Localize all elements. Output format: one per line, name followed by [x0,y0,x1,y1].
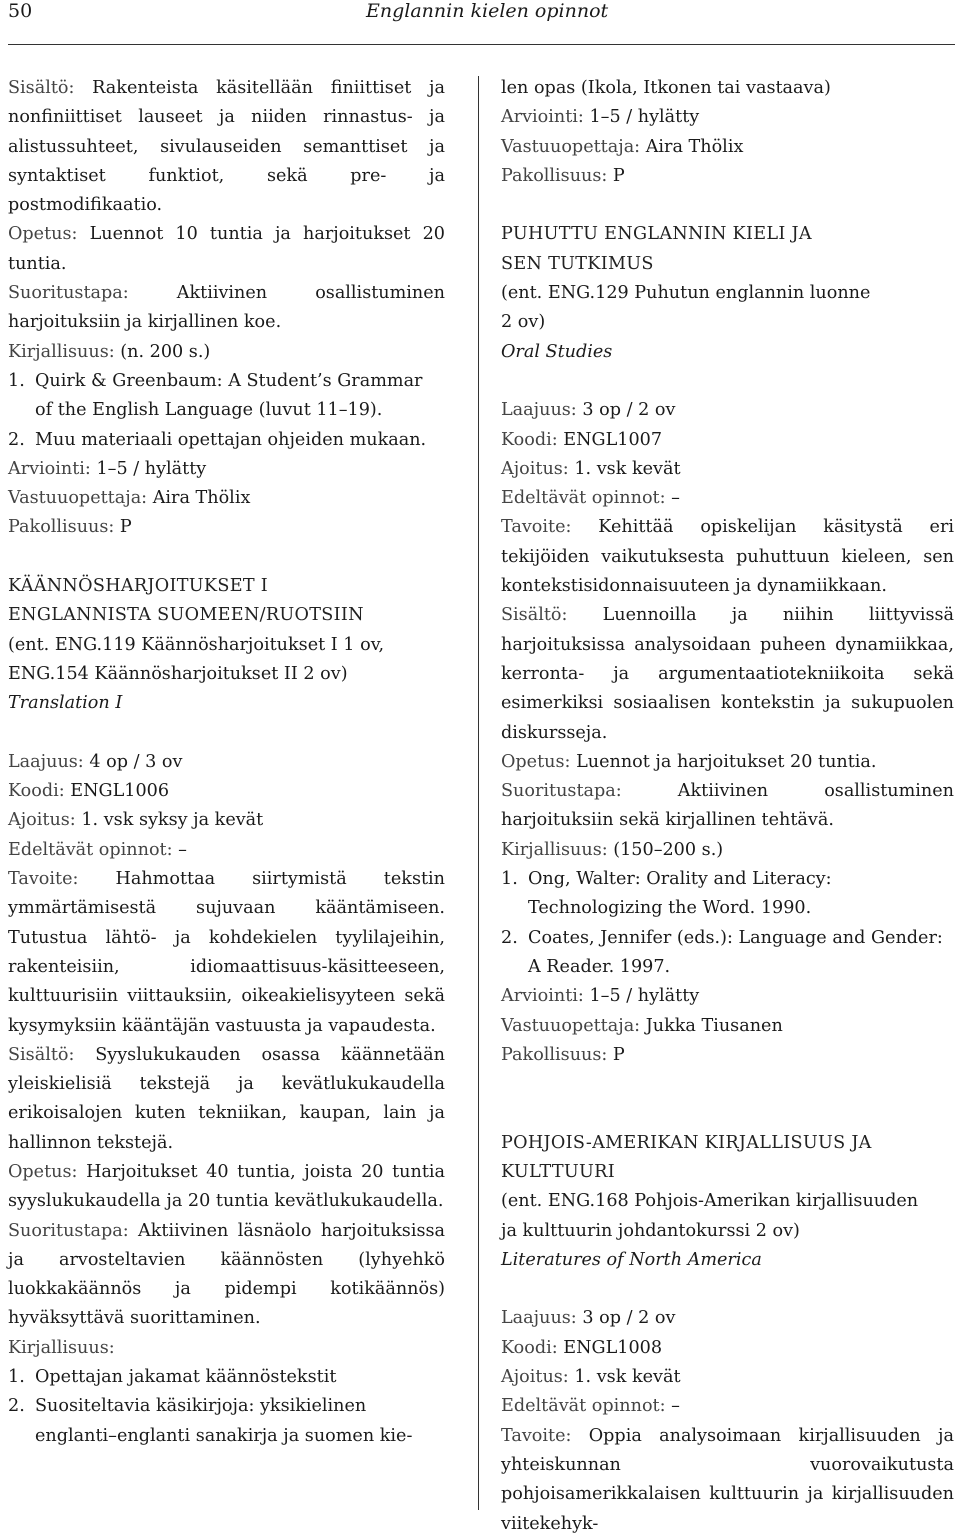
teacher-text: Jukka Tiusanen [645,1015,783,1036]
timing-line [501,1363,954,1392]
former-code-line: (ent. ENG.129 Puhutun englannin luonne [501,283,871,304]
spacer [8,543,445,572]
grading-label: Arviointi: [8,458,91,479]
english-course-name: Translation I [8,693,123,714]
course-title-line: PUHUTTU ENGLANNIN KIELI JA [501,224,812,245]
code-line [8,777,445,806]
timing-text: 1. vsk syksy ja kevät [81,810,264,831]
goal-paragraph [501,513,954,601]
grading-line [8,455,445,484]
grading-line [501,103,954,132]
goal-text: Kehittää opiskelijan käsitystä eri tekijöiden vaikutuksesta puhuttuun kieleen, sen kontekstisidonnaisuuteen ja dynamiikkaan. [501,517,954,597]
right-column [501,74,954,1539]
prereq-label: Edeltävät opinnot: [501,1396,666,1417]
course-title-line: KÄÄNNÖSHARJOITUKSET I [8,576,269,597]
grading-text: 1–5 / hylätty [589,986,700,1007]
teacher-text: Aira Thölix [645,136,744,157]
teaching-label: Opetus: [8,1161,78,1182]
list-item [8,1363,445,1392]
spacer [501,191,954,220]
timing-label: Ajoitus: [501,1367,569,1388]
course-title-line: KULTTUURI [501,1161,615,1182]
code-text: ENGL1008 [563,1337,663,1358]
grading-text: 1–5 / hylätty [589,107,700,128]
prereq-line [501,484,954,513]
goal-paragraph [501,1422,954,1539]
grading-line [501,982,954,1011]
teaching-paragraph [8,1158,445,1217]
list-text: Suositeltavia käsikirjoja: yksikielinen englanti–englanti sanakirja ja suomen kie- [35,1396,413,1446]
list-item [8,367,445,426]
scope-text: 4 op / 3 ov [89,751,183,772]
former-code-line: (ent. ENG.119 Käännösharjoitukset I 1 ov, [8,634,385,655]
mandatory-label: Pakollisuus: [8,517,115,538]
goal-label: Tavoite: [8,869,79,890]
timing-label: Ajoitus: [501,458,569,479]
teacher-label: Vastuuopettaja: [501,136,641,157]
content-paragraph [501,601,954,747]
mandatory-text: P [612,165,625,186]
grading-label: Arviointi: [501,107,584,128]
scope-line [8,748,445,777]
running-head [0,0,960,46]
timing-label: Ajoitus: [8,810,76,831]
literature-line [8,338,445,367]
list-item [501,865,954,924]
teaching-text: Harjoitukset 40 tuntia, joista 20 tuntia syyslukukaudella ja 20 tuntia kevätlukukaudella. [8,1161,446,1212]
goal-label: Tavoite: [501,517,572,538]
completion-label: Suoritustapa: [8,283,129,304]
mandatory-line [8,513,445,542]
list-number: 1. [8,1367,25,1388]
prereq-label: Edeltävät opinnot: [501,488,666,509]
code-text: ENGL1006 [70,781,170,802]
code-label: Koodi: [8,781,65,802]
teacher-text: Aira Thölix [152,488,251,509]
content-label: Sisältö: [8,1044,75,1065]
completion-paragraph [8,279,445,338]
content-text: Luennoilla ja niihin liittyvissä harjoituksissa analysoidaan puheen dynamiikkaa, kerronta- ja argumentaatiotekniikoita sekä esimerkiksi sosiaalisen kontekstin ja sukupuolen diskursseja. [501,605,954,743]
prereq-line [501,1392,954,1421]
code-label: Koodi: [501,429,558,450]
list-text: Quirk & Greenbaum: A Student’s Grammar of the English Language (luvut 11–19). [35,370,423,421]
content-text: Rakenteista käsitellään finiittiset ja nonfiniittiset lauseet ja niiden rinnastus- ja alistussuhteet, sivulauseiden semanttiset ja syntaktiset funktiot, sekä pre- ja postmodifikaatio. [8,78,445,216]
former-code-line: (ent. ENG.168 Pohjois-Amerikan kirjallisuuden [501,1191,919,1212]
list-text: Opettajan jakamat käännöstekstit [35,1367,337,1388]
spacer [501,1275,954,1304]
completion-label: Suoritustapa: [501,781,622,802]
list-text: Coates, Jennifer (eds.): Language and Gender: A Reader. 1997. [528,927,943,977]
literature-extra: (n. 200 s.) [120,341,211,362]
continued-text: len opas (Ikola, Itkonen tai vastaava) [501,78,831,98]
mandatory-line [501,1041,954,1070]
content-label: Sisältö: [8,78,75,98]
teacher-line [8,484,445,513]
mandatory-line [501,162,954,191]
list-text: Muu materiaali opettajan ohjeiden mukaan. [35,429,427,450]
goal-text: Hahmottaa siirtymistä tekstin ymmärtämisestä sujuvaan kääntämiseen. Tutustua lähtö- ja kohdekielen tyylilajeihin, rakenteisiin, idiomaattisuus-käsitteeseen, kulttuurisiin viittauksiin, oikeakielisyyteen sekä kysymyksiin kääntäjän vastuusta ja vapaudesta. [8,869,446,1036]
literature-line [8,1334,445,1363]
english-course-name: Literatures of North America [501,1249,762,1270]
spacer [501,1099,954,1128]
code-line [501,426,954,455]
code-text: ENGL1007 [563,429,663,450]
code-line [501,1334,954,1363]
completion-label: Suoritustapa: [8,1220,129,1241]
mandatory-label: Pakollisuus: [501,1044,608,1065]
scope-text: 3 op / 2 ov [582,400,676,421]
list-number: 1. [501,869,518,890]
grading-label: Arviointi: [501,986,584,1007]
completion-paragraph [8,1217,445,1334]
scope-label: Laajuus: [501,1308,577,1329]
scope-line [501,396,954,425]
literature-extra: (150–200 s.) [613,839,724,860]
prereq-text: – [671,1396,680,1417]
list-item [501,924,954,983]
teaching-paragraph [501,748,954,777]
literature-label: Kirjallisuus: [8,341,115,362]
mandatory-text: P [119,517,132,538]
teacher-line [501,1012,954,1041]
goal-label: Tavoite: [501,1425,572,1446]
running-title: Englannin kielen opinnot [366,0,609,22]
timing-text: 1. vsk kevät [574,458,681,479]
page-number: 50 [8,0,33,22]
prereq-text: – [178,839,187,860]
teaching-text: Luennot 10 tuntia ja harjoitukset 20 tuntia. [8,224,445,274]
timing-line [8,806,445,835]
goal-text: Oppia analysoimaan kirjallisuuden ja yhteiskunnan vuorovaikutusta pohjoisamerikkalaisen kulttuurin ja kirjallisuuden viitekehyk- [501,1425,955,1534]
scope-label: Laajuus: [501,400,577,421]
literature-list [501,865,954,982]
left-column [8,74,445,1451]
list-number: 1. [8,370,25,391]
former-code-line: 2 ov) [501,312,546,333]
teaching-label: Opetus: [501,751,571,772]
completion-paragraph [501,777,954,836]
list-number: 2. [8,429,25,450]
scope-line [501,1304,954,1333]
code-label: Koodi: [501,1337,558,1358]
teaching-text: Luennot ja harjoitukset 20 tuntia. [576,751,877,772]
content-paragraph [8,74,445,220]
course-title-line: SEN TUTKIMUS [501,253,654,274]
list-number: 2. [501,927,518,948]
former-code-line: ja kulttuurin johdantokurssi 2 ov) [501,1220,800,1241]
prereq-label: Edeltävät opinnot: [8,839,173,860]
prereq-text: – [671,488,680,509]
list-item [8,426,445,455]
column-divider [478,76,479,1510]
scope-label: Laajuus: [8,751,84,772]
list-number: 2. [8,1396,25,1417]
spacer [501,1070,954,1099]
timing-text: 1. vsk kevät [574,1367,681,1388]
completion-text: Aktiivinen läsnäolo harjoituksissa ja arvosteltavien käännösten (lyhyehkö luokkakäännös ja pidempi kotikäännös) hyväksyttävä suorittaminen. [8,1220,445,1329]
english-course-name: Oral Studies [501,341,613,362]
header-rule [8,44,955,45]
literature-list [8,367,445,455]
course-title-line: POHJOIS-AMERIKAN KIRJALLISUUS JA [501,1132,872,1153]
former-code-line: ENG.154 Käännösharjoitukset II 2 ov) [8,663,348,684]
teacher-label: Vastuuopettaja: [501,1015,641,1036]
mandatory-text: P [612,1044,625,1065]
course-title-line: ENGLANNISTA SUOMEEN/RUOTSIIN [8,605,364,626]
teaching-paragraph [8,220,445,279]
completion-text: Aktiivinen osallistuminen harjoituksiin ja kirjallinen koe. [8,283,446,333]
content-text: Syyslukukauden osassa käännetään yleiskielisiä tekstejä ja kevätlukukaudella erikoisalojen kuten tekniikan, kaupan, lain ja hallinnon tekstejä. [8,1044,445,1153]
mandatory-label: Pakollisuus: [501,165,608,186]
content-paragraph [8,1041,445,1158]
timing-line [501,455,954,484]
goal-paragraph [8,865,445,1041]
prereq-line [8,836,445,865]
list-text: Ong, Walter: Orality and Literacy: Technologizing the Word. 1990. [528,869,832,919]
teacher-line [501,133,954,162]
literature-list [8,1363,445,1451]
spacer [501,367,954,396]
scope-text: 3 op / 2 ov [582,1308,676,1329]
literature-line [501,836,954,865]
completion-text: Aktiivinen osallistuminen harjoituksiin sekä kirjallinen tehtävä. [501,781,955,831]
spacer [8,719,445,748]
content-label: Sisältö: [501,605,568,626]
grading-text: 1–5 / hylätty [96,458,207,479]
literature-label: Kirjallisuus: [501,839,608,860]
teacher-label: Vastuuopettaja: [8,488,148,509]
list-item [8,1392,445,1451]
literature-label: Kirjallisuus: [8,1337,115,1358]
teaching-label: Opetus: [8,224,78,245]
